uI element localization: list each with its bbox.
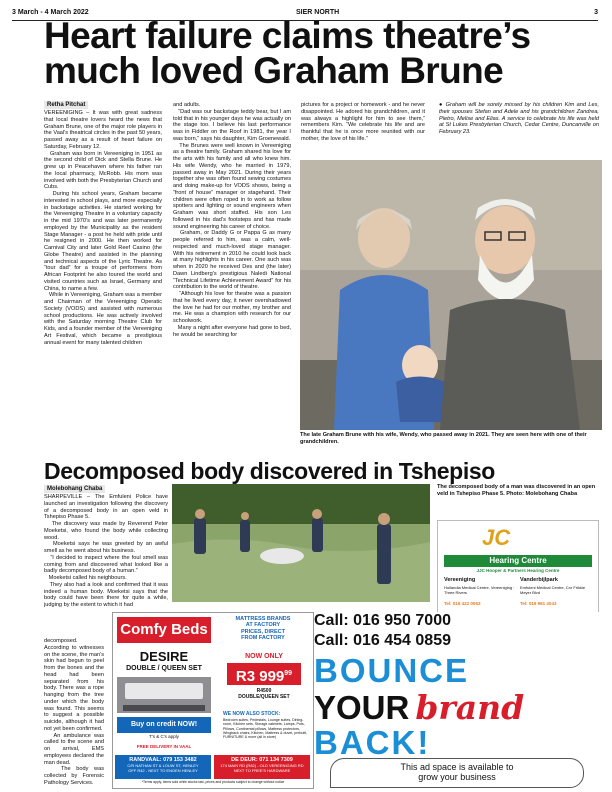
comfy-credit-note: T's & C's apply	[149, 734, 179, 739]
photo-caption: The late Graham Brune with his wife, Wendy, who passed away in 2021. They are seen here with one of their grandchildren.	[300, 432, 587, 445]
comfy-branch-randvaal	[115, 755, 211, 779]
issue-date: 3 March - 4 March 2022	[12, 9, 89, 16]
bounce-word-bounce: BOUNCE	[314, 652, 470, 689]
comfy-free-delivery: FREE DELIVERY IN VAAL	[136, 744, 192, 749]
bounce-word-your	[314, 688, 524, 727]
headline-line-2: much loved Graham Brune	[44, 50, 504, 91]
bounce-line-2: grow your business	[418, 772, 496, 782]
branch1-name: RANDVAAL: 079 153 3482	[129, 757, 197, 763]
hearing-logo: JC	[482, 525, 511, 550]
headline-decomposed-body: Decomposed body discovered in Tshepiso	[44, 458, 495, 484]
comfy-price	[227, 663, 301, 685]
branch2-name: DE DEUR: 071 134 7309	[231, 757, 293, 763]
hearing-right-text: Emfuleni Medical Centre, Cnr Frikkie Meyer Blvd	[520, 585, 586, 595]
comfy-now-only: NOW ONLY	[245, 653, 283, 660]
comfy-brand: Comfy Beds	[117, 617, 211, 643]
hearing-title: Hearing Centre	[444, 555, 592, 567]
family-photo	[300, 160, 602, 430]
bounce-word-back: BACK!	[314, 724, 431, 761]
byline-2: Molebohang Chaba	[44, 485, 105, 493]
story1-column-3: pictures for a project or homework - and he never disappointed. He adored his grandchildren, and it was always a highlight for him to see them,” remembers Kim. “We celebrate his life and are thankful that he is once more reunited with our mother, the love of his life.”	[301, 102, 427, 142]
hearing-right-name: Vanderbijlpark	[520, 577, 558, 583]
byline: Retha Pitchat	[44, 101, 88, 109]
crime-scene-photo	[172, 484, 430, 602]
comfy-beds-ad[interactable]	[112, 612, 314, 789]
crime-scene-photo-art	[172, 484, 430, 602]
paper-name: SIER NORTH	[296, 9, 340, 16]
branch2-addr: 174 MAIN RD (R82) - OLD VEREENIGING RD	[220, 763, 304, 768]
branch2-note: NEXT TO FREE'S HARDWARE	[233, 768, 291, 773]
bounce-call-2: Call: 016 454 0859	[314, 632, 451, 649]
price-main: R3 999	[235, 668, 285, 685]
crime-photo-caption: The decomposed body of a man was discovered in an open veld in Tshepiso Phase 5. Photo: Molebohang Chaba	[437, 484, 596, 497]
hearing-left-name: Vereeniging	[444, 577, 476, 583]
comfy-size: DOUBLE / QUEEN SET	[126, 665, 202, 672]
hearing-right-tel: Tel: 016 981 4043	[520, 601, 557, 606]
bounce-line-1: This ad space is available to	[400, 762, 514, 772]
hearing-subtitle: JJC Hooper & Partners Hearing Centre	[476, 568, 560, 573]
comfy-disclaimer: *Terms apply, items sold while stocks last, prices and products subject to change without notice	[141, 780, 285, 784]
word-your: YOUR	[314, 689, 410, 726]
story1-column-2: and adults. “Dad was our backstage teddy bear, but I am told that in his younger days he was actually on the stage too. I believe his last performance was in Fiddler on the Roof in 1981, the year I was born,” says his daughter, Kim Groenewald. The Brunes were well known in Vereeniging as a theatre family. Graham shared his love for the arts with his family and all who knew him. His wife Wendy, who he married in 1979, passed away in May 2021. During their years together she was often found sewing costumes and doing make-up for VODS shows, being a “front of house” manager or stagehand. Their children were often roped in to work as follow spotters and lighting or sound engineers when Graham was short staffed. His son Les followed in his dad’s footsteps and has made sound engineering his career of choice. Graham, or Daddy G or Pappa G as many people referred to him, was a calm, well-respected and much-loved stage manager. With his retirement in 2010 he could look back at many highlights in his career. One such was when in 2020 he received Des and (the later) Dawn Lindberg’s prestigious Naledi National “Technical Lifetime Achievement Award” for his contribution to the world of theatre. “Although his love for theatre was a passion that he lived every day, it never overshadowed the love he had for our mother, my brother and me. He was a champion with research for our schoolwork. Many a night after everyone had gone to bed, he would be searching for	[173, 102, 292, 338]
story2-column-top: SHARPEVILLE – The Emfuleni Police have launched an investigation following the discovery of a decomposed body in an open veld in Tshepiso Phase 5. The discovery was made by Reverend Peter Moeketsi, who found the body while collecting wood. Moeketsi says he was greeted by an awful smell as he went about his business. “I decided to inspect where the foul smell was coming from and discovered what looked like a badly decomposed body of a human.” Moeketsi called his neighbours. They also had a look and confirmed that it was indeed a human body. Moeketsi says that the body could have been there for quite a while, judging by the extent to which it had	[44, 494, 169, 608]
headline-graham-brune	[44, 15, 604, 91]
service-note: ● Graham will be sorely missed by his children Kim and Les, their spouses Stefan and Adele and his grandchildren Zandrea, Pietro, Melise and Elias. A service to celebrate his life was held at St Lukes Presbyterian Church, Cedar Centre, Duncanville on February 23.	[439, 102, 601, 135]
price-cents: 99	[284, 670, 293, 677]
hearing-centre-ad[interactable]	[437, 520, 599, 614]
branch1-note: OFF R42 - NEXT TO ENGEN HENLEY	[128, 768, 198, 773]
word-brand: brand	[415, 688, 525, 727]
branch1-addr: C/R NATHAN ST & LOUW ST, HENLEY	[127, 763, 199, 768]
mattress-image	[117, 677, 211, 713]
bounce-call-1: Call: 016 950 7000	[314, 612, 451, 629]
hearing-left-text: Hollandia Medical Centre, Vereeniging · Three Rivers	[444, 585, 515, 595]
story1-column-1: VEREENIGING – It was with great sadness that local theatre lovers heard the news that Graham Brune, one of the major role players in the Vaal’s theatrical circles in the past 50 years, passed away as a result of heart failure on Saturday, February 12. Graham was born in Vereeniging in 1951 as the second child of Dick and Stella Brune. He grew up in Peacehaven where his father ran the local pharmacy, McRobb. His mom was involved with both the Presbyterian Church and Cubs. During his school years, Graham became interested in school plays, and more especially in backstage activities. He started working for the Vereeniging Theatre in a voluntary capacity in the mid 1970’s and was later permanently employed by the Municipality as the resident Stage Manager - a post he held with pride until he resigned in 2000. He then worked for Carnival City and later Gold Reef Casino (the Globe Theatre) and assisted in the planning and technical aspects of the Lyric Theatre. As “tour dad” for a troupe of performers from African Footprint he also toured the world and visited countries such as Israel, Germany and China, to name a few. While in Vereeniging, Graham was a member and Chairman of the Vereeniging Operatic Society (VODS) and assisted with numerous school productions. He was actively involved with the Saturday morning Theatre Club for Kids, and a founder member of the Vereeniging Art Festival, which became a prestigious annual event for many talented children	[44, 110, 163, 346]
page-number: 3	[594, 9, 598, 16]
comfy-tagline: MATTRESS BRANDS AT FACTORY PRICES, DIRECT FROM FACTORY	[235, 616, 291, 642]
comfy-stock-title: WE NOW ALSO STOCK:	[223, 711, 281, 717]
story2-column-bottom: decomposed. According to witnesses on the scene, the man’s skin had begun to peel from the bones and the head had been separated from his body. There was a rope hanging from the tree under which the body was found. This seems to suggest a possible suicide, although it had not yet been confirmed. An ambulance was called to the scene and on arrival, EMS employees declared the man dead. The body was collected by Forensic Pathology Services.	[44, 638, 104, 786]
comfy-buy-credit: Buy on credit NOW!	[117, 717, 211, 733]
family-photo-art	[300, 160, 602, 430]
comfy-product: DESIRE	[139, 649, 189, 664]
comfy-price-note: R4500 DOUBLE/QUEEN SET	[238, 688, 290, 700]
comfy-stock-list: Bedroom suites, Pedestals, Lounge suites, Dining-room, Kitchen sets, Storage cabinets, Lamps, Pots, Pillows, Continental pillows, Mattress protectors, Wingback chairs, Kitchen, Mattress & duvet, prebuilt, FURNITURE & more (all in store)	[223, 718, 308, 740]
headline-line-1: Heart failure claims theatre’s	[44, 15, 531, 56]
bounce-speech-bubble	[330, 758, 584, 788]
comfy-branch-dedeur	[214, 755, 310, 779]
hearing-left-tel: Tel: 016 422 0063	[444, 601, 481, 606]
bounce-brand-ad[interactable]	[314, 612, 600, 787]
